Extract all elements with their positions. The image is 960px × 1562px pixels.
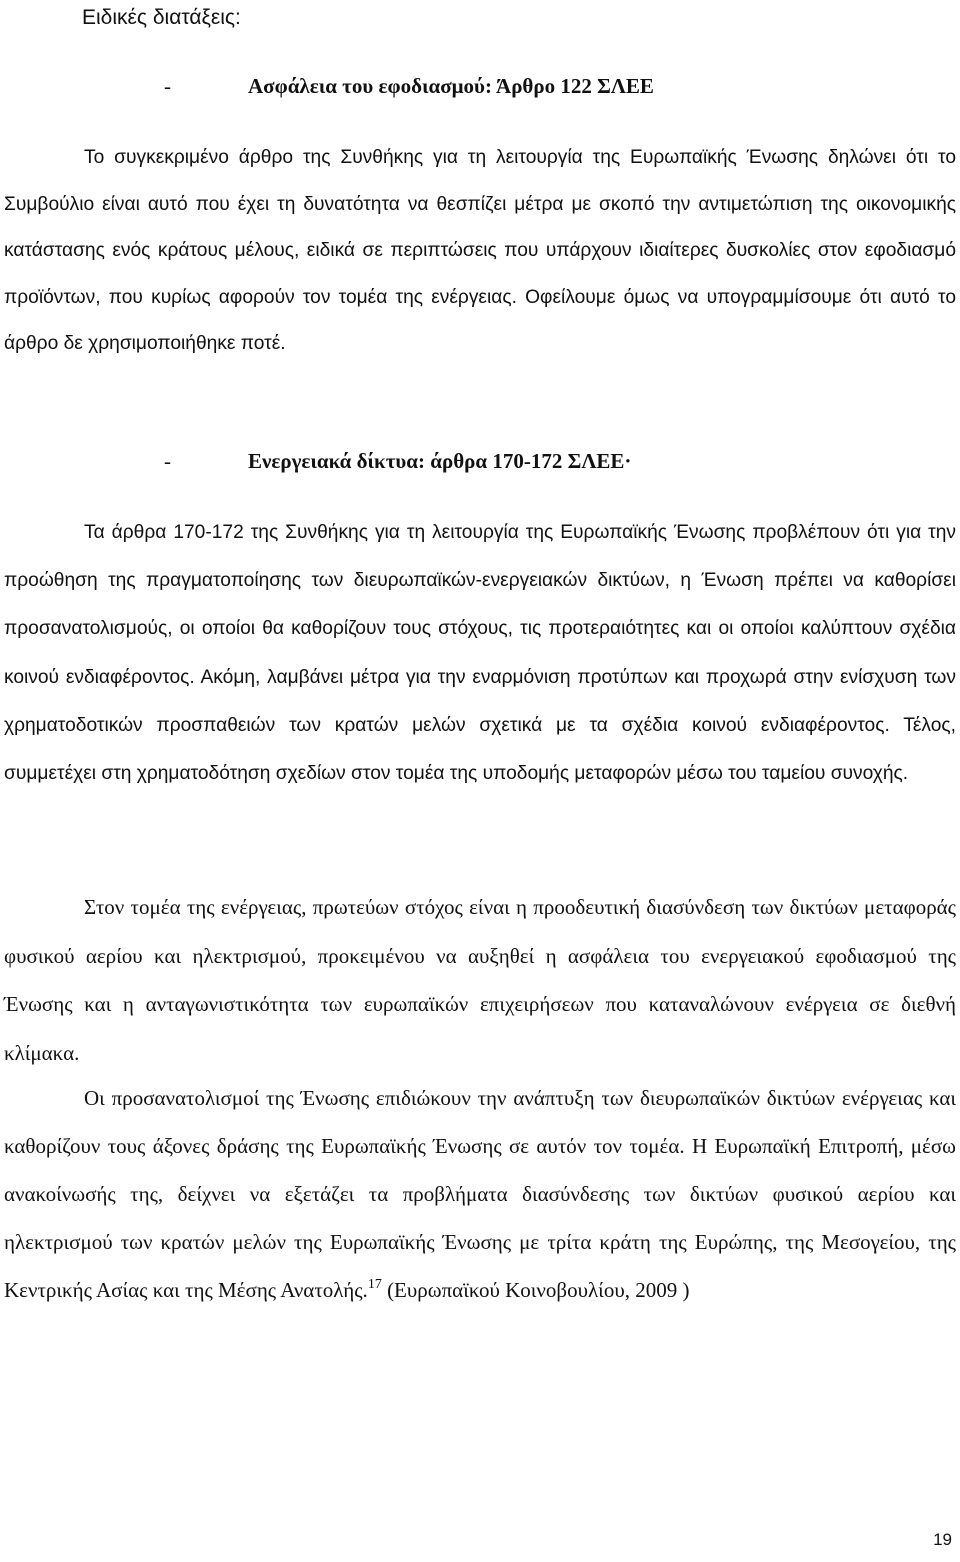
citation: (Ευρωπαϊκού Κοινοβουλίου, 2009 ) xyxy=(381,1278,690,1302)
paragraph-body: Οι προσανατολισμοί της Ένωσης επιδιώκουν την ανάπτυξη των διευρωπαϊκών δικτύων ενέργειας και καθορίζουν τους άξονες δράσης της Ευρωπαϊκής Ένωσης σε αυτόν τον τομέα. Η Ευρωπαϊκή Επιτροπή, μέσω ανακοίνωσής της, δείχνει να εξετάζει τα προβλήματα διασύνδεσης των δικτύων φυσικού αερίου και ηλεκτρισμού των κρατών μελών της Ευρωπαϊκής Ένωσης με τρίτα κράτη της Ευρώπης, της Μεσογείου, της Κεντρικής Ασίας και της Μέσης Ανατολής. xyxy=(4,1086,956,1302)
list-dash: - xyxy=(164,449,171,473)
list-dash: - xyxy=(164,74,171,98)
page-number: 19 xyxy=(933,1530,952,1549)
paragraph-article-122: Το συγκεκριμένο άρθρο της Συνθήκης για τη λειτουργία της Ευρωπαϊκής Ένωσης δηλώνει ότι το Συμβούλιο είναι αυτό που έχει τη δυνατότητα να θεσπίζει μέτρα με σκοπό την αντιμετώπιση της οικονομικής κατάστασης ενός κράτους μέλους, ειδικά σε περιπτώσεις που υπάρχουν ιδιαίτερες δυσκολίες στον εφοδιασμό προϊόντων, που κυρίως αφορούν τον τομέα της ενέργειας. Οφείλουμε όμως να υπογραμμίσουμε ότι αυτό το άρθρο δε χρησιμοποιήθηκε ποτέ. xyxy=(4,147,956,354)
paragraph-energy-objective: Στον τομέα της ενέργειας, πρωτεύων στόχος είναι η προοδευτική διασύνδεση των δικτύων μεταφοράς φυσικού αερίου και ηλεκτρισμού, προκειμένου να αυξηθεί η ασφάλεια του ενεργειακού εφοδιασμού της Ένωσης και η ανταγωνιστικότητα των ευρωπαϊκών επιχειρήσεων που καταναλώνουν ενέργεια σε διεθνή κλίμακα. xyxy=(4,895,956,1065)
section-heading-supply-security xyxy=(164,70,654,102)
section-heading-energy-networks xyxy=(164,445,631,477)
paragraph-union-orientations xyxy=(4,1074,956,1314)
intro-heading: Ειδικές διατάξεις: xyxy=(82,6,241,29)
section-heading-text: Ενεργειακά δίκτυα: άρθρα 170-172 ΣΛΕΕ· xyxy=(248,449,632,473)
section-heading-text: Ασφάλεια του εφοδιασμού: Άρθρο 122 ΣΛΕΕ xyxy=(248,74,654,98)
footnote-reference[interactable]: 17 xyxy=(367,1277,382,1292)
paragraph-articles-170-172: Τα άρθρα 170-172 της Συνθήκης για τη λειτουργία της Ευρωπαϊκής Ένωσης προβλέπουν ότι για την προώθηση της πραγματοποίησης των διευρωπαϊκών-ενεργειακών δικτύων, η Ένωση πρέπει να καθορίσει προσανατολισμούς, οι οποίοι θα καθορίζουν τους στόχους, τις προτεραιότητες και οι οποίοι καλύπτουν σχέδια κοινού ενδιαφέροντος. Ακόμη, λαμβάνει μέτρα για την εναρμόνιση προτύπων και προχωρά στην ενίσχυση των χρηματοδοτικών προσπαθειών των κρατών μελών σχετικά με τα σχέδια κοινού ενδιαφέροντος. Τέλος, συμμετέχει στη χρηματοδότηση σχεδίων στον τομέα της υποδομής μεταφορών μέσω του ταμείου συνοχής. xyxy=(4,522,956,785)
